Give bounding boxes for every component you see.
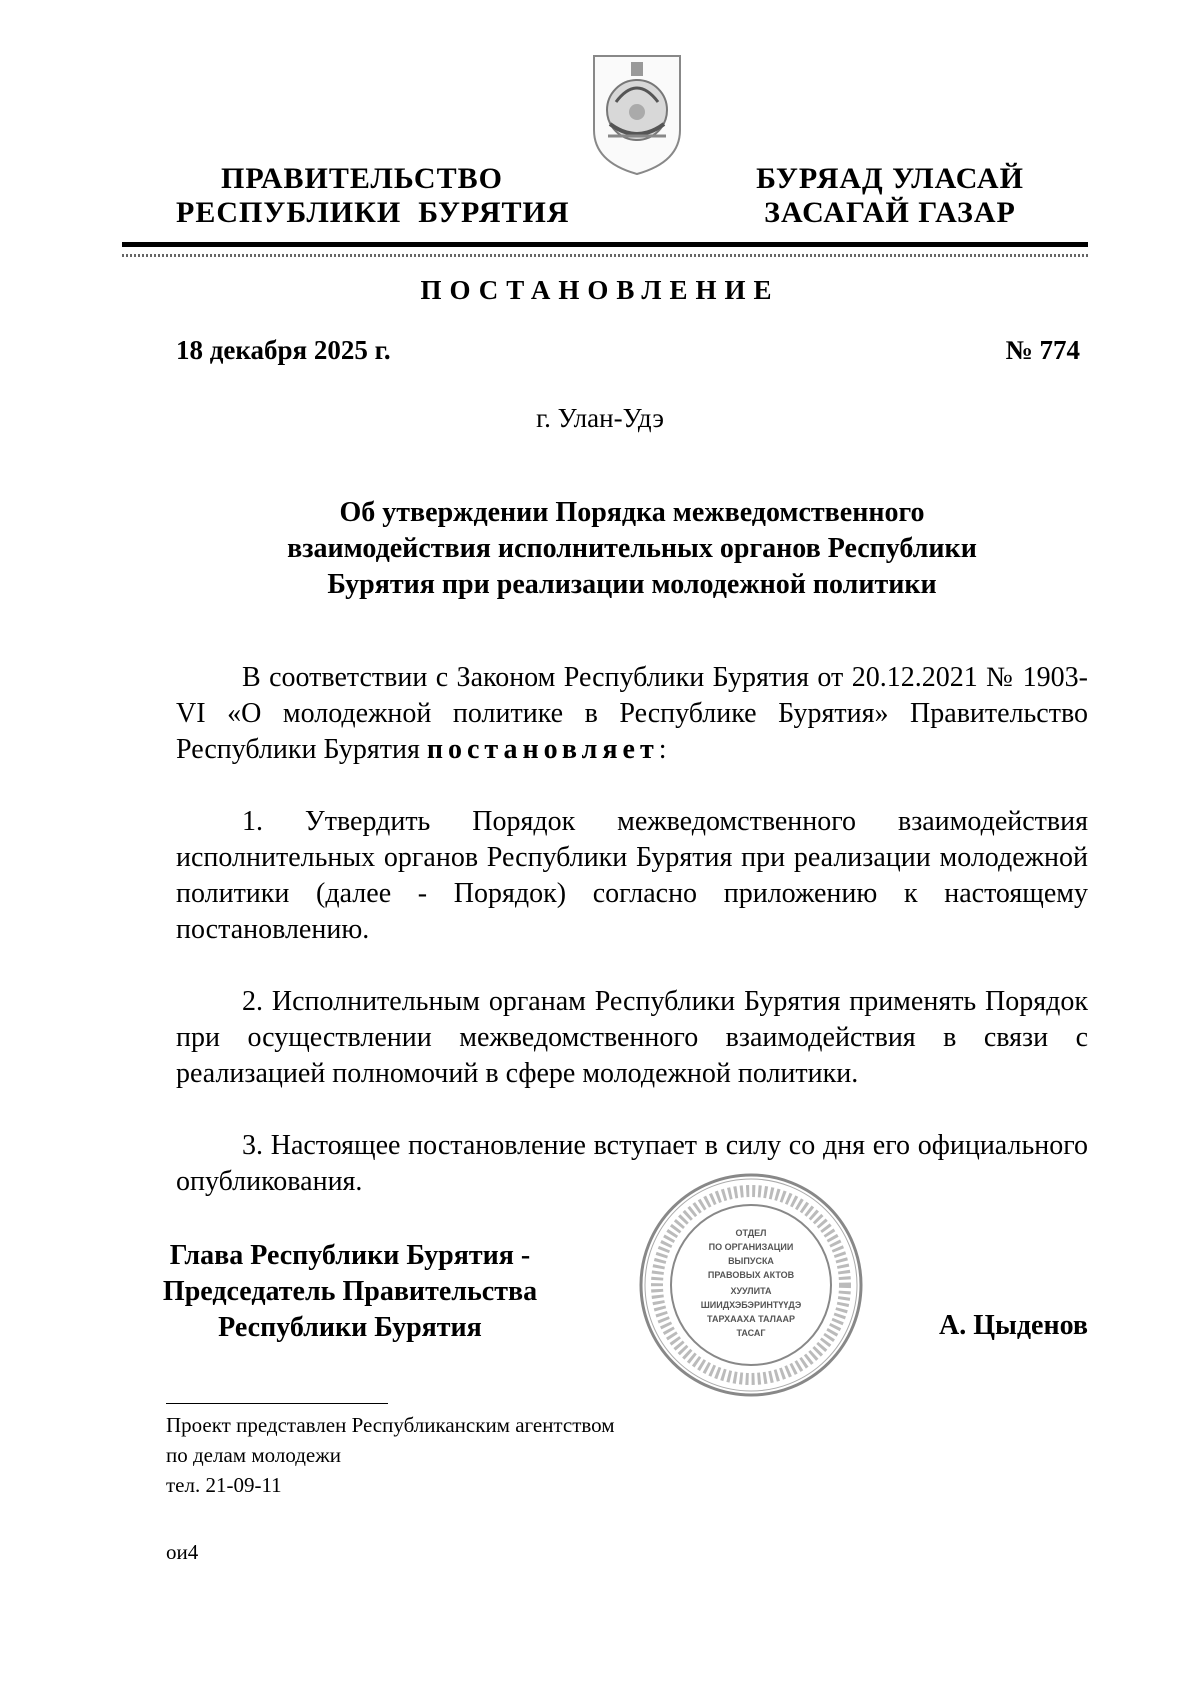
seal-line-4: ПРАВОВЫХ АКТОВ — [707, 1270, 795, 1280]
official-seal-icon — [636, 1170, 866, 1400]
seal-line-7: ТАРХААХА ТАЛААР — [707, 1314, 795, 1324]
document-city: г. Улан-Удэ — [536, 403, 664, 433]
item-paragraph-2: 2. Исполнительным органам Республики Бурятия применять Порядок при осуществлении межведомственного взаимодействия в связи с реализацией полномочий в сфере молодежной политики. — [176, 986, 1088, 1089]
header-divider-thin — [122, 254, 1088, 257]
org-left-line-2: РЕСПУБЛИКИ БУРЯТИЯ — [176, 196, 570, 229]
preamble-end: : — [658, 734, 667, 765]
footnote-divider — [166, 1403, 388, 1404]
document-title — [176, 495, 1088, 603]
footnote-line-1: Проект представлен Республиканским агентством — [166, 1413, 615, 1437]
org-left-line-1: ПРАВИТЕЛЬСТВО — [221, 162, 503, 195]
org-name-russian — [176, 162, 570, 230]
seal-line-3: ВЫПУСКА — [728, 1256, 774, 1266]
item-paragraph-3: 3. Настоящее постановление вступает в силу со дня его официального опубликования. — [176, 1130, 1088, 1197]
item-paragraph-1: 1. Утвердить Порядок межведомственного взаимодействия исполнительных органов Республики Бурятия при реализации молодежной политики (далее - Порядок) согласно приложению к настоящему постановлению. — [176, 806, 1088, 945]
footnote — [166, 1410, 615, 1500]
preamble-text: В соответствии с Законом Республики Бурятия от 20.12.2021 № 1903-VI «О молодежной политике в Республике Бурятия» Правительство Республики Бурятия — [176, 662, 1088, 765]
signatory-name: А. Цыденов — [938, 1310, 1088, 1341]
org-right-line-2: ЗАСАГАЙ ГАЗАР — [764, 196, 1016, 229]
seal-line-1: ОТДЕЛ — [735, 1228, 767, 1238]
coat-of-arms-icon — [588, 52, 686, 178]
preamble-keyword: постановляет — [426, 734, 659, 765]
footnote-line-3: тел. 21-09-11 — [166, 1473, 282, 1497]
document-date: 18 декабря 2025 г. — [176, 335, 391, 365]
document-number: № 774 — [1005, 335, 1080, 365]
seal-line-8: ТАСАГ — [736, 1328, 766, 1338]
seal-line-2: ПО ОРГАНИЗАЦИИ — [708, 1242, 794, 1252]
title-line-2: взаимодействия исполнительных органов Республики — [287, 533, 977, 564]
signatory-title-line-1: Глава Республики Бурятия - — [169, 1240, 531, 1271]
seal-line-5: ХУУЛИТА — [730, 1286, 772, 1296]
title-line-3: Бурятия при реализации молодежной политики — [327, 569, 937, 600]
org-right-line-1: БУРЯАД УЛАСАЙ — [756, 162, 1024, 195]
signatory-title-line-3: Республики Бурятия — [218, 1312, 482, 1343]
seal-line-6: ШИИДХЭБЭРИНТҮҮДЭ — [700, 1300, 802, 1310]
preamble-paragraph — [176, 660, 1088, 768]
signatory-title — [150, 1238, 550, 1346]
title-line-1: Об утверждении Порядка межведомственного — [339, 497, 925, 528]
document-body — [176, 660, 1088, 1236]
footnote-line-2: по делам молодежи — [166, 1443, 341, 1467]
document-code: ои4 — [166, 1540, 199, 1564]
document-type: ПОСТАНОВЛЕНИЕ — [420, 275, 780, 305]
org-name-buryat — [740, 162, 1040, 230]
header-divider-thick — [122, 242, 1088, 247]
signatory-title-line-2: Председатель Правительства — [162, 1276, 538, 1307]
